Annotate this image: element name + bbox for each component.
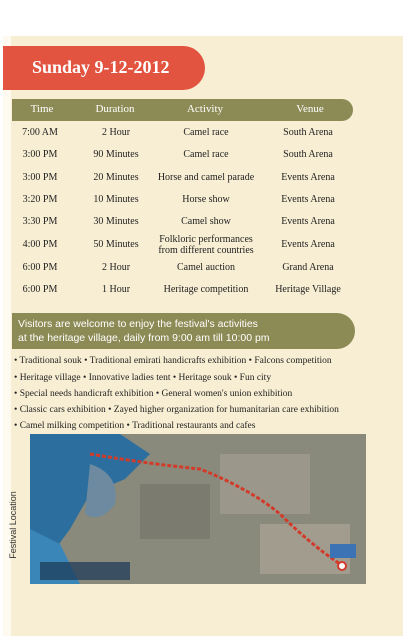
cell-activity: Camel auction [176, 262, 236, 273]
header-time: Time [30, 103, 54, 115]
cell-venue: Events Arena [281, 172, 335, 183]
map-logo [330, 544, 356, 558]
cell-venue: Grand Arena [282, 262, 334, 273]
festival-location-map [30, 434, 366, 584]
cell-time: 3:00 PM [22, 172, 58, 183]
header-duration: Duration [95, 103, 135, 115]
cell-time: 3:00 PM [22, 149, 58, 160]
activities-line-4: • Classic cars exhibition • Zayed higher organization for humanitarian care exhibition [14, 405, 339, 415]
cell-activity: Heritage competition [163, 284, 249, 295]
header-activity: Activity [186, 103, 224, 115]
activities-line-2: • Heritage village • Innovative ladies tent • Heritage souk • Fun city [14, 373, 272, 383]
cell-venue: South Arena [283, 127, 333, 138]
date-title: Sunday 9-12-2012 [32, 57, 170, 77]
activities-line-1: • Traditional souk • Traditional emirati handicrafts exhibition • Falcons competition [14, 356, 332, 366]
cell-duration: 1 Hour [101, 284, 131, 295]
cell-duration: 20 Minutes [93, 172, 139, 183]
cell-time: 6:00 PM [22, 284, 58, 295]
map-info-box [40, 562, 130, 580]
cell-duration: 2 Hour [101, 127, 131, 138]
cell-duration: 2 Hour [101, 262, 131, 273]
cell-time: 3:30 PM [22, 216, 58, 227]
cell-activity: Camel show [181, 216, 231, 227]
map-image [30, 434, 366, 584]
cell-duration: 50 Minutes [93, 239, 139, 250]
cell-venue: Events Arena [281, 239, 335, 250]
cell-duration: 30 Minutes [93, 216, 139, 227]
cell-activity: Camel race [183, 127, 229, 138]
header-venue: Venue [296, 103, 324, 115]
activities-line-3: • Special needs handicraft exhibition • General women's union exhibition [14, 389, 293, 399]
visitors-line-1: Visitors are welcome to enjoy the festival's activities [18, 318, 258, 330]
cell-activity: Horse and camel parade [157, 172, 255, 183]
cell-time: 3:20 PM [22, 194, 58, 205]
cell-activity-line1: Folkloric performances [159, 234, 253, 245]
cell-duration: 10 Minutes [93, 194, 139, 205]
cell-duration: 90 Minutes [93, 149, 139, 160]
map-city-block [140, 484, 210, 539]
cell-venue: Events Arena [281, 216, 335, 227]
map-destination-marker [338, 562, 346, 570]
cell-time: 4:00 PM [22, 239, 58, 250]
cell-time: 7:00 AM [22, 127, 58, 138]
cell-activity: Horse show [182, 194, 230, 205]
cell-venue: South Arena [283, 149, 333, 160]
cell-activity: Camel race [183, 149, 229, 160]
festival-location-label: Festival Location [8, 491, 18, 559]
visitors-line-2: at the heritage village, daily from 9:00 am till 10:00 pm [18, 332, 270, 344]
activities-line-5: • Camel milking competition • Traditional restaurants and cafes [14, 421, 256, 431]
cell-venue: Events Arena [281, 194, 335, 205]
cell-activity-line2: from different countries [158, 245, 254, 256]
cell-venue: Heritage Village [275, 284, 341, 295]
cell-time: 6:00 PM [22, 262, 58, 273]
